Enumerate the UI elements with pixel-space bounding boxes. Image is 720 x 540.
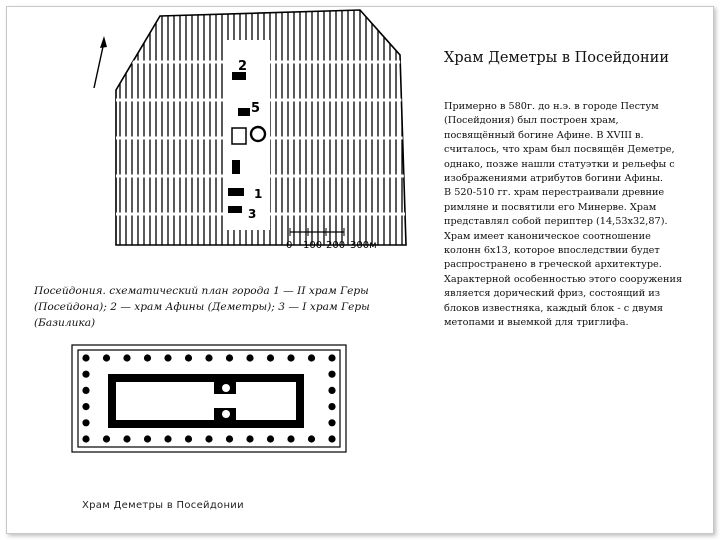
scale-100: 100	[303, 240, 323, 251]
column-icon	[328, 435, 335, 442]
map-label-5: 5	[251, 101, 261, 116]
column-icon	[82, 419, 89, 426]
inner-column-icon	[222, 410, 230, 418]
column-icon	[246, 354, 253, 361]
slide-title: Храм Деметры в Посейдонии	[444, 50, 669, 66]
column-icon	[267, 354, 274, 361]
column-icon	[328, 419, 335, 426]
column-icon	[287, 435, 294, 442]
column-icon	[82, 354, 89, 361]
scale-300: 300м	[350, 240, 377, 251]
column-icon	[103, 354, 110, 361]
column-icon	[103, 435, 110, 442]
map-caption: Посейдония. схематический план города 1 — II храм Геры (Посейдона); 2 — храм Афины (Деметры); 3 — I храм Геры (Базилика)	[34, 285, 370, 329]
column-icon	[287, 354, 294, 361]
column-icon	[226, 435, 233, 442]
column-icon	[82, 403, 89, 410]
map-label-1: 1	[254, 187, 263, 201]
column-icon	[123, 435, 130, 442]
description-paragraph-2: В 520-510 гг. храм перестраивали древние римляне и посвятили его Минерве. Храм представлял собой периптер (14,53х32,87). Храм имеет каноническое соотношение колонн 6х13, которое впоследствии будет распространено в греческой архитектуре. Характерной особенностью этого сооружения является дорический фриз, состоящий из блоков известняка, каждый блок - с двумя метопами и выемкой для триглифа.	[444, 187, 683, 329]
column-icon	[205, 354, 212, 361]
column-icon	[164, 435, 171, 442]
column-icon	[144, 354, 151, 361]
map-label-2: 2	[238, 59, 248, 74]
column-icon	[164, 354, 171, 361]
scale-0: 0	[286, 240, 293, 251]
column-icon	[144, 435, 151, 442]
column-icon	[82, 371, 89, 378]
plan-label: Храм Деметры в Посейдонии	[82, 500, 244, 511]
column-icon	[308, 354, 315, 361]
column-icon	[328, 387, 335, 394]
column-icon	[308, 435, 315, 442]
map-label-3: 3	[248, 207, 257, 221]
scale-200: 200	[326, 240, 346, 251]
column-icon	[246, 435, 253, 442]
column-icon	[328, 354, 335, 361]
column-icon	[123, 354, 130, 361]
column-icon	[328, 403, 335, 410]
column-icon	[267, 435, 274, 442]
description-paragraph-1: Примерно в 580г. до н.э. в городе Пестум (Посейдония) был построен храм, посвящённый богине Афине. В XVIII в. считалось, что храм был посвящён Деметре, однако, позже нашли статуэтки и рельефы с изображениями атрибутов богини Афины.	[444, 101, 675, 185]
inner-column-icon	[222, 384, 230, 392]
column-icon	[328, 371, 335, 378]
column-icon	[185, 354, 192, 361]
column-icon	[185, 435, 192, 442]
column-icon	[82, 387, 89, 394]
pronaos	[238, 382, 296, 420]
column-icon	[82, 435, 89, 442]
column-icon	[226, 354, 233, 361]
column-icon	[205, 435, 212, 442]
description-text	[444, 100, 684, 331]
